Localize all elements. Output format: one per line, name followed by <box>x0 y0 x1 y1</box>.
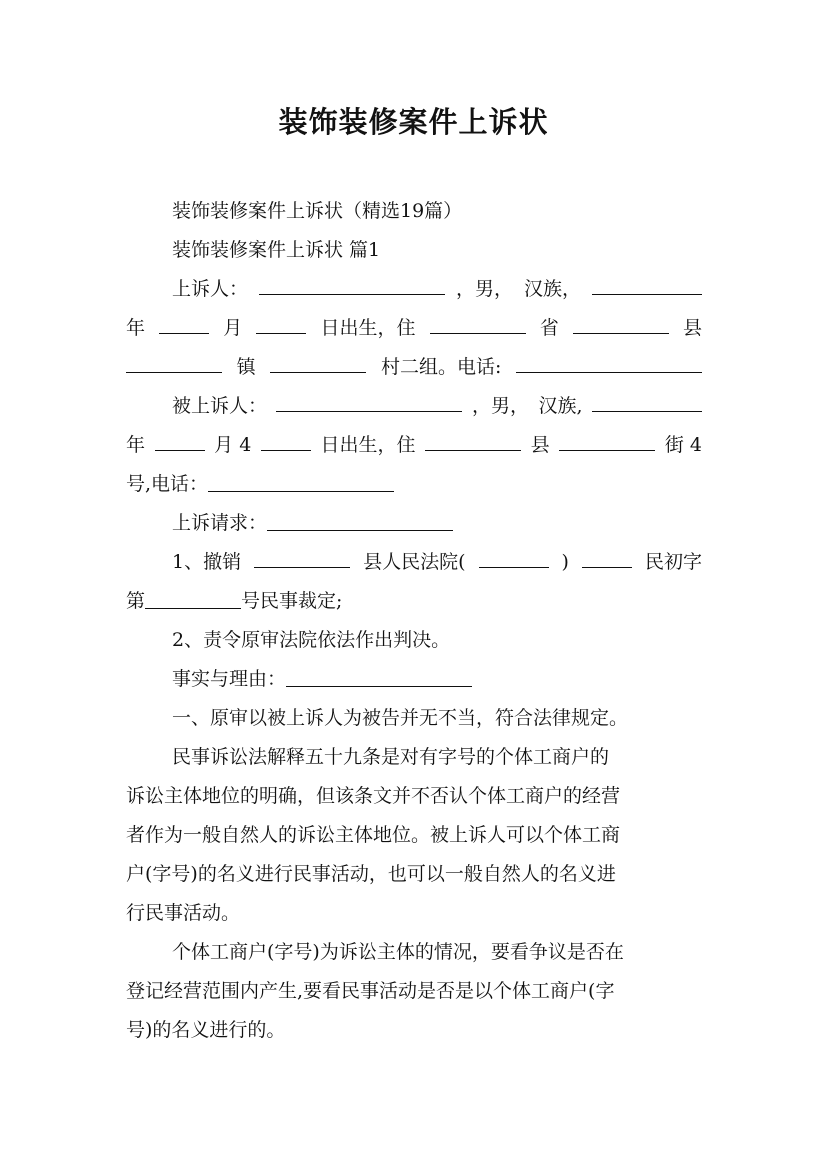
appellee-phone-blank <box>208 471 394 492</box>
appellant-day-blank <box>256 313 306 334</box>
appellee-month-blank <box>155 430 205 451</box>
appellant-gender: ，男， <box>455 278 513 300</box>
request-1-court: 县人民法院( <box>363 551 466 573</box>
paragraph-2-line: 民事诉讼法解释五十九条是对有字号的个体工商户的 <box>172 746 610 768</box>
appellant-town: 镇 <box>236 356 256 378</box>
request-1-code-blank <box>582 547 632 568</box>
appellee-birth: 日出生，住 <box>320 434 416 456</box>
document-body <box>126 192 702 1050</box>
appellant-month: 月 <box>223 317 243 339</box>
paragraph-2-line: 者作为一般自然人的诉讼主体地位。被上诉人可以个体工商 <box>126 824 621 846</box>
appellant-county-blank <box>573 313 669 334</box>
appellant-ethnicity: 汉族， <box>523 278 581 300</box>
appellant-line-3 <box>126 348 702 387</box>
appellee-name-blank <box>276 391 462 412</box>
appellant-line-2 <box>126 309 702 348</box>
appellant-line-1 <box>126 270 702 309</box>
appellant-year: 年 <box>126 317 146 339</box>
appellee-birth-year-blank <box>592 391 702 412</box>
appellant-county: 县 <box>682 317 702 339</box>
appellant-birth: 日出生，住 <box>320 317 416 339</box>
request-1-revoke: 1、撤销 <box>172 551 242 573</box>
paragraph-3-line: 号)的名义进行的。 <box>126 1019 286 1041</box>
appellee-county-blank <box>425 430 521 451</box>
appellant-province: 省 <box>539 317 559 339</box>
paragraph-3-line: 登记经营范围内产生,要看民事活动是否是以个体工商户(字 <box>126 980 615 1002</box>
appellant-phone-blank <box>516 352 702 373</box>
paragraph-2-line: 诉讼主体地位的明确，但该条文并不否认个体工商户的经营 <box>126 785 621 807</box>
appellee-month: 月 4 <box>214 434 252 456</box>
appellee-line-3 <box>126 465 702 504</box>
request-1-no: 第 <box>126 590 146 612</box>
paragraph-3-line: 个体工商户(字号)为诉讼主体的情况，要看争议是否在 <box>172 941 624 963</box>
appellee-line-2 <box>126 426 702 465</box>
request-heading <box>126 504 702 543</box>
request-1-number-blank <box>145 588 241 609</box>
request-1-ruling: 号民事裁定; <box>241 590 343 612</box>
appellee-year: 年 <box>126 434 146 456</box>
appellant-label: 上诉人： <box>172 278 249 300</box>
facts-label: 事实与理由： <box>172 668 287 690</box>
appellee-gender: ，男， <box>471 395 529 417</box>
appellant-month-blank <box>159 313 209 334</box>
appellee-ethnicity: 汉族, <box>538 395 583 417</box>
request-1-case-type: 民初字 <box>644 551 702 573</box>
appellant-village-blank <box>270 352 366 373</box>
appellee-line-1 <box>126 387 702 426</box>
facts-blank <box>286 666 472 687</box>
appellee-label: 被上诉人： <box>172 395 268 417</box>
appellee-phone: 号,电话： <box>126 473 209 495</box>
appellant-town-blank <box>126 352 222 373</box>
appellee-county: 县 <box>530 434 550 456</box>
request-1-line-1 <box>126 543 702 582</box>
request-2: 2、责令原审法院依法作出判决。 <box>172 629 451 651</box>
request-1-county-blank <box>254 547 350 568</box>
request-1-paren: ) <box>561 551 569 573</box>
appellant-province-blank <box>430 313 526 334</box>
subtitle: 装饰装修案件上诉状（精选19篇） <box>172 200 463 222</box>
request-1-line-2 <box>126 582 702 621</box>
section-heading: 装饰装修案件上诉状 篇1 <box>172 239 381 261</box>
request-label: 上诉请求： <box>172 512 268 534</box>
appellant-village: 村二组。电话: <box>380 356 502 378</box>
appellant-name-blank <box>259 274 445 295</box>
appellant-birth-year-blank <box>592 274 702 295</box>
facts-heading <box>126 660 702 699</box>
paragraph-1: 一、原审以被上诉人为被告并无不当，符合法律规定。 <box>172 707 629 729</box>
document-title: 装饰装修案件上诉状 <box>278 105 549 139</box>
request-blank <box>267 510 453 531</box>
paragraph-2-line: 行民事活动。 <box>126 902 241 924</box>
appellee-street-blank <box>559 430 655 451</box>
paragraph-2-line: 户(字号)的名义进行民事活动，也可以一般自然人的名义进 <box>126 863 616 885</box>
appellee-street: 街 4 <box>664 434 702 456</box>
appellee-day-blank <box>261 430 311 451</box>
request-1-year-blank <box>479 547 549 568</box>
